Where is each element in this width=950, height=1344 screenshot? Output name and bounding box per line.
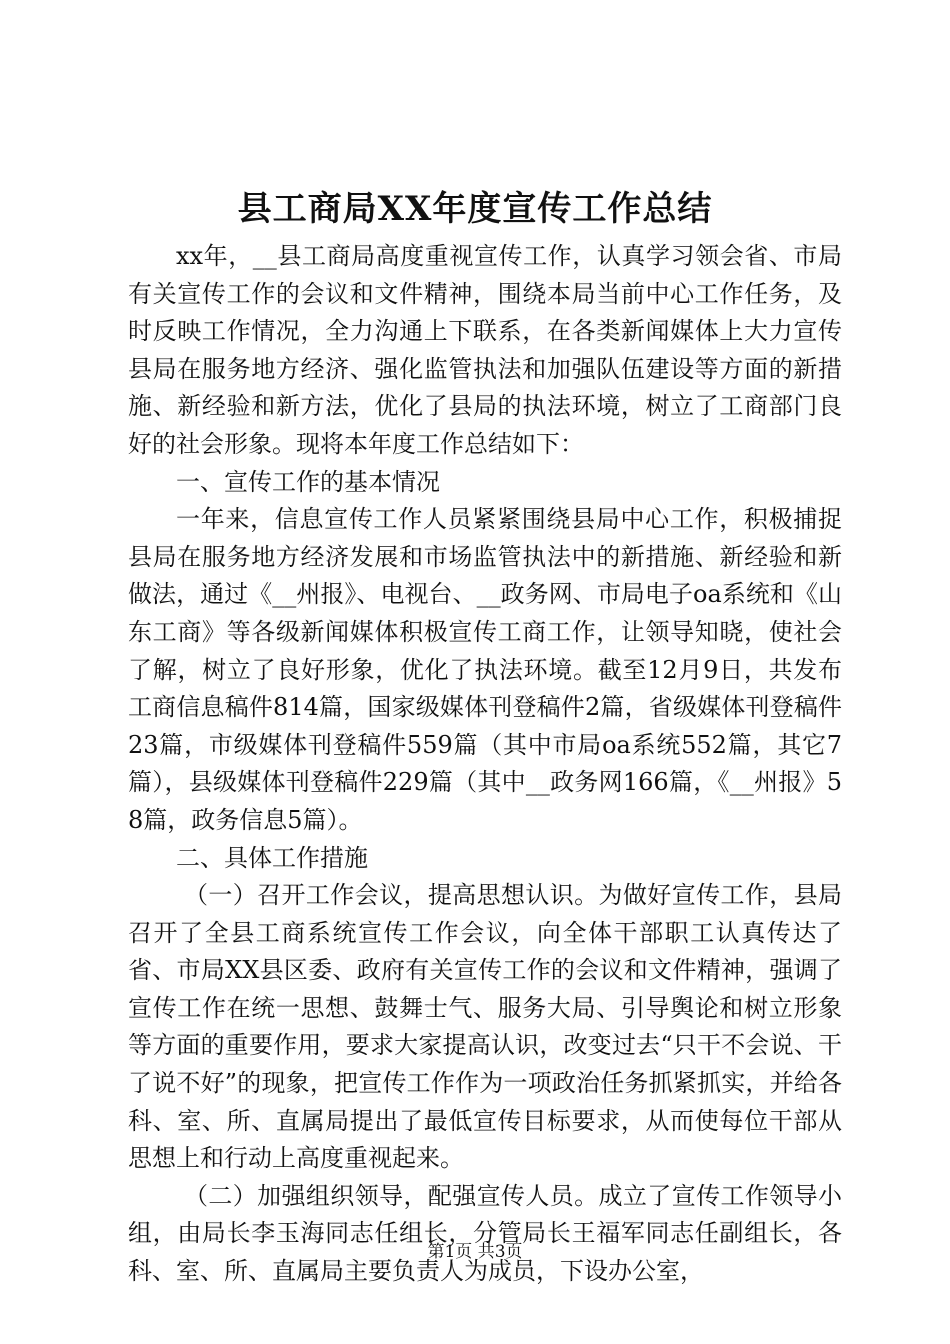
document-body [128, 238, 842, 1291]
page-number-footer: 第1页 共3页 [427, 1242, 523, 1262]
intro-paragraph: xx年，__县工商局高度重视宣传工作，认真学习领会省、市局有关宣传工作的会议和文件精神，围绕本局当前中心工作任务，及时反映工作情况，全力沟通上下联系，在各类新闻媒体上大力宣传县局在服务地方经济、强化监管执法和加强队伍建设等方面的新措施、新经验和新方法，优化了县局的执法环境，树立了工商部门良好的社会形象。现将本年度工作总结如下： [128, 242, 842, 458]
document-title: 县工商局XX年度宣传工作总结 [237, 189, 713, 229]
measure-1-paragraph: （一）召开工作会议，提高思想认识。为做好宣传工作，县局召开了全县工商系统宣传工作会议，向全体干部职工认真传达了省、市局XX县区委、政府有关宣传工作的会议和文件精神，强调了宣传工作在统一思想、鼓舞士气、服务大局、引导舆论和树立形象等方面的重要作用，要求大家提高认识，改变过去“只干不会说、干了说不好”的现象，把宣传工作作为一项政治任务抓紧抓实，并给各科、室、所、直属局提出了最低宣传目标要求，从而使每位干部从思想上和行动上高度重视起来。 [128, 881, 842, 1173]
section-heading-1: 一、宣传工作的基本情况 [176, 467, 440, 496]
section-1-paragraph: 一年来，信息宣传工作人员紧紧围绕县局中心工作，积极捕捉县局在服务地方经济发展和市场监管执法中的新措施、新经验和新做法，通过《__州报》、电视台、__政务网、市局电子oa系统和《山东工商》等各级新闻媒体积极宣传工商工作，让领导知晓，使社会了解，树立了良好形象，优化了执法环境。截至12月9日，共发布工商信息稿件814篇，国家级媒体刊登稿件2篇，省级媒体刊登稿件23篇，市级媒体刊登稿件559篇（其中市局oa系统552篇，其它7篇），县级媒体刊登稿件229篇（其中__政务网166篇，《__州报》58篇，政务信息5篇）。 [128, 505, 842, 834]
measure-2-paragraph: （二）加强组织领导，配强宣传人员。成立了宣传工作领导小组，由局长李玉海同志任组长，分管局长王福军同志任副组长，各科、室、所、直属局主要负责人为成员，下设办公室， [128, 1181, 842, 1286]
section-heading-2: 二、具体工作措施 [176, 843, 368, 872]
